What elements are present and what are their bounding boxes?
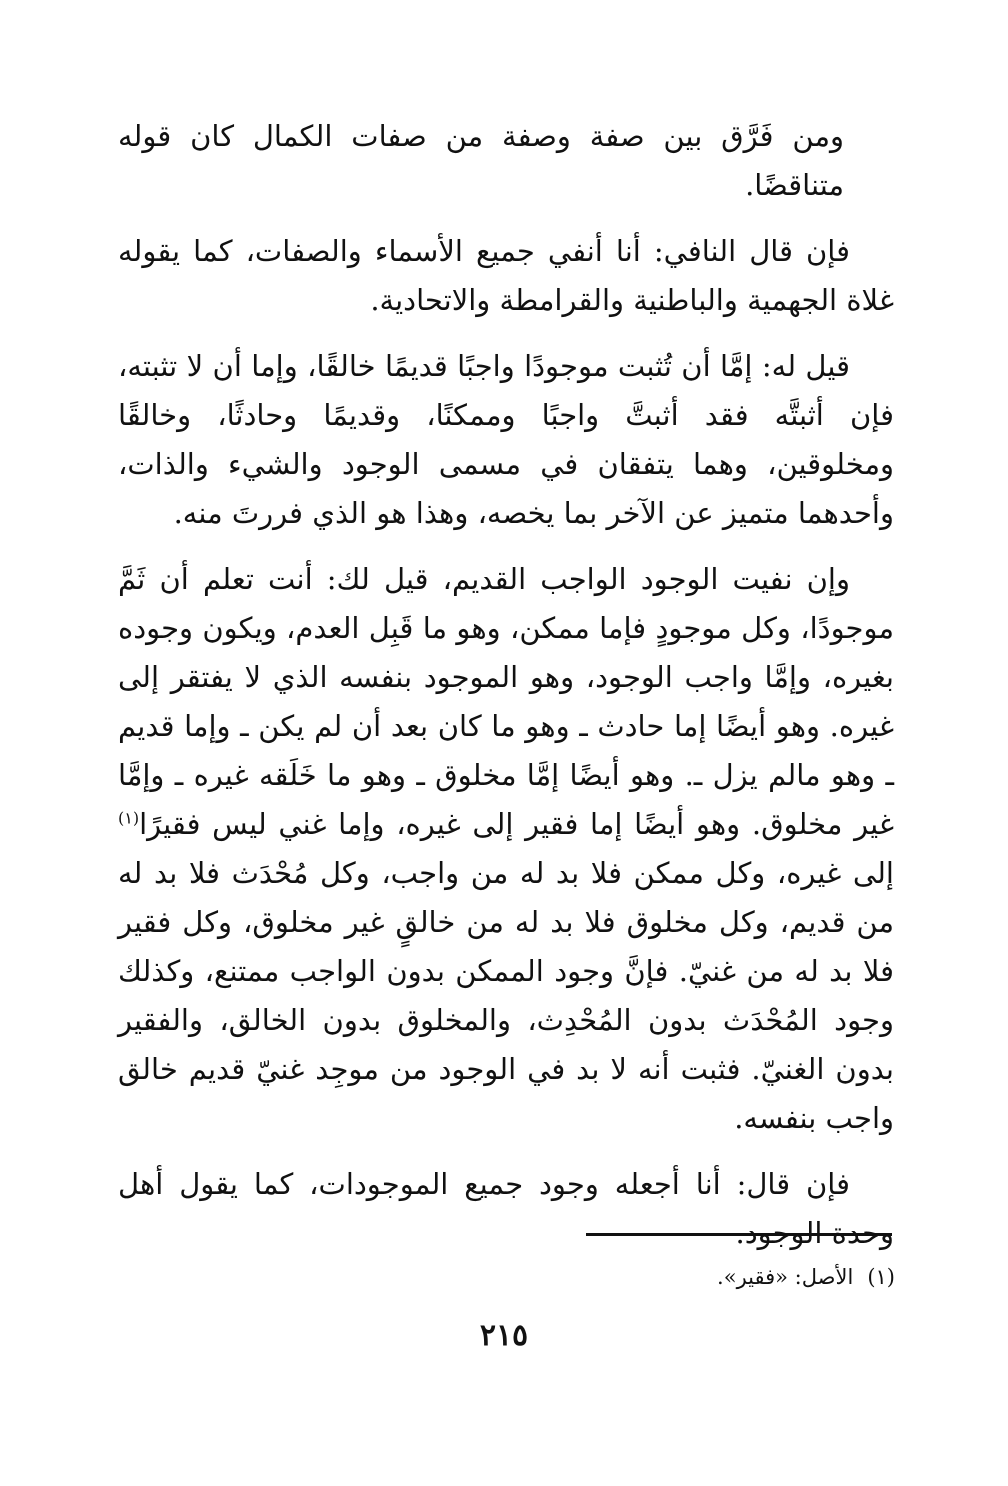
paragraph-3: قيل له: إمَّا أن تُثبت موجودًا واجبًا قديمًا خالقًا، وإما أن لا تثبته، فإن أثبتَّه فقد أثبتَّ واجبًا وممكنًا، وقديمًا وحادثًا، وخالقًا ومخلوقين، وهما يتفقان في مسمى الوجود والشيء والذات، وأحدهما متميز عن الآخر بما يخصه، وهذا هو الذي فررتَ منه.: [118, 349, 894, 530]
page-body: [118, 112, 894, 1275]
page-number: ٢١٥: [479, 1318, 529, 1353]
paragraph-4-text-a: وإن نفيت الوجود الواجب القديم، قيل لك: أنت تعلم أن ثَمَّ موجودًا، وكل موجودٍ فإما ممكن، وهو ما قَبِل العدم، ويكون وجوده بغيره، وإمَّا واجب الوجود، وهو الموجود بنفسه الذي لا يفتقر إلى غيره. وهو أيضًا إما حادث ـ وهو ما كان بعد أن لم يكن ـ وإما قديم ـ وهو مالم يزل ـ. وهو أيضًا إمَّا مخلوق ـ وهو ما خَلَقه غيره ـ وإمَّا غير مخلوق. وهو أيضًا إما فقير إلى غيره، وإما غني ليس فقيرًا: [118, 562, 895, 841]
paragraph-2: فإن قال النافي: أنا أنفي جميع الأسماء والصفات، كما يقوله غلاة الجهمية والباطنية والقرامطة والاتحادية.: [118, 234, 894, 317]
paragraph-4: [118, 555, 894, 1143]
paragraph-1: ومن فَرَّق بين صفة وصفة من صفات الكمال كان قوله متناقضًا.: [118, 119, 844, 202]
footnote-number: (١): [867, 1265, 895, 1289]
paragraph-5: فإن قال: أنا أجعله وجود جميع الموجودات، كما يقول أهل وحدة الوجود.: [118, 1167, 894, 1250]
paragraph-4-text-b: إلى غيره، وكل ممكن فلا بد له من واجب، وكل مُحْدَث فلا بد له من قديم، وكل مخلوق فلا بد له من خالقٍ غير مخلوق، وكل فقير فلا بد له من غنيّ. فإنَّ وجود الممكن بدون الواجب ممتنع، وكذلك وجود المُحْدَث بدون المُحْدِث، والمخلوق بدون الخالق، والفقير بدون الغنيّ. فثبت أنه لا بد في الوجود من موجِد غنيّ قديم خالق واجب بنفسه.: [118, 856, 894, 1135]
footnote-text: الأصل: «فقير».: [717, 1265, 854, 1289]
footnote: [560, 1262, 895, 1292]
footnote-divider: [586, 1233, 892, 1236]
footnote-marker: (١): [118, 808, 140, 828]
